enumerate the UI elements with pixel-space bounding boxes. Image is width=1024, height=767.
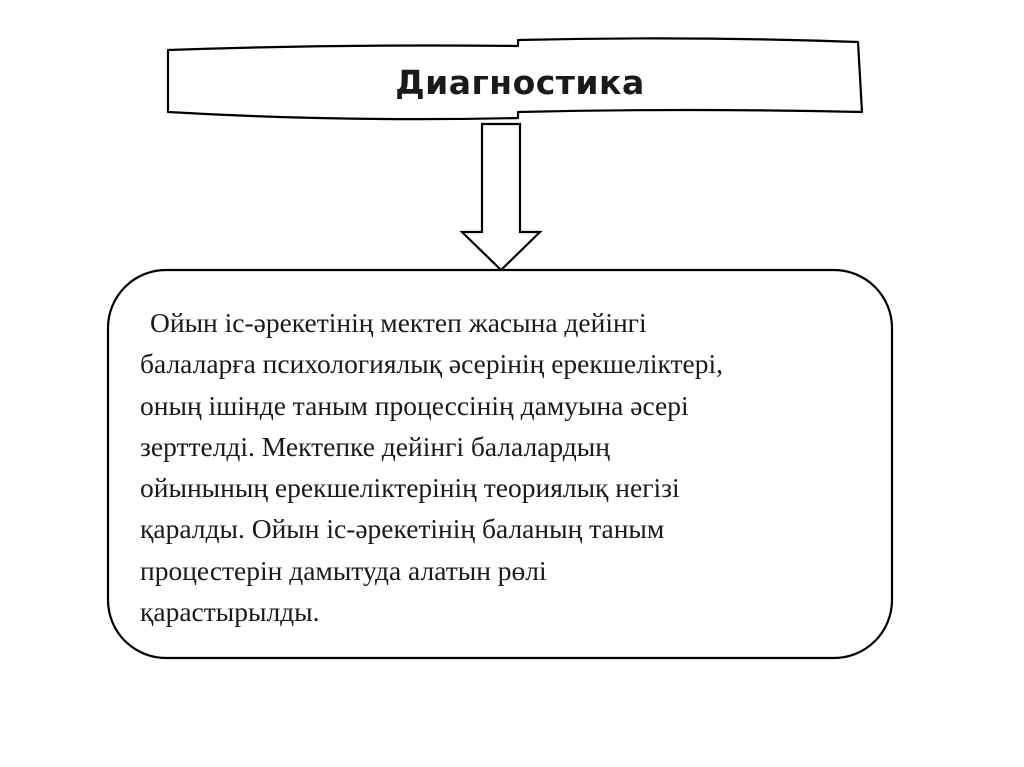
content-text <box>140 302 880 632</box>
down-arrow-shape <box>462 124 540 270</box>
diagram-title: Диагностика <box>395 62 645 102</box>
content-text-line: қаралды. Ойын іс-әрекетінің баланың таным <box>140 513 665 545</box>
content-text-line: Ойын іс-әрекетінің мектеп жасына дейінгі <box>150 307 647 338</box>
content-text-line: зерттелді. Мектепке дейінгі балалардың <box>140 430 610 462</box>
content-text-line: қарастырылды. <box>140 596 320 628</box>
content-text-line: процестерін дамытуда алатын рөлі <box>140 554 547 586</box>
content-text-line: оның ішінде таным процессінің дамуына әсері <box>140 389 689 421</box>
content-text-line: балаларға психологиялық әсерінің ерекшеліктері, <box>140 348 723 380</box>
content-text-line: ойынының ерекшеліктерінің теориялық негізі <box>140 472 680 504</box>
